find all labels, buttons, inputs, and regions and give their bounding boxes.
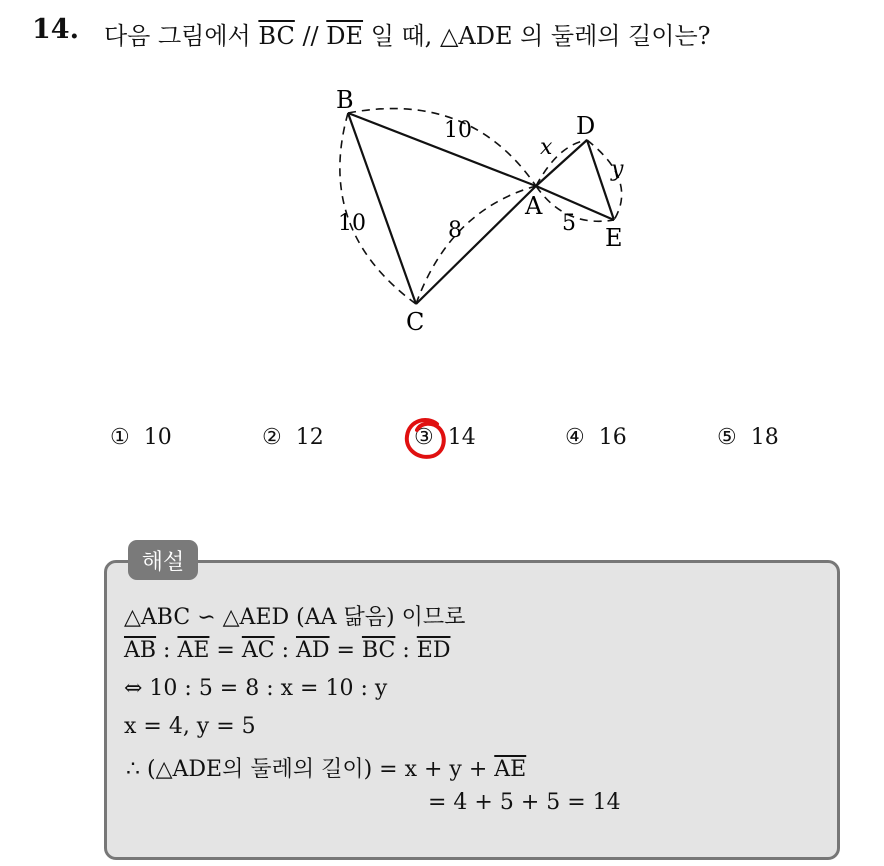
choice-value: 12 — [295, 425, 324, 450]
label-e: E — [605, 224, 623, 252]
label-c: C — [406, 308, 425, 336]
choice-value: 16 — [598, 425, 627, 450]
length-ae: 5 — [562, 211, 576, 236]
length-ac: 8 — [448, 218, 462, 243]
segment-de: $\overline{DE}$ — [326, 22, 364, 50]
equals: = — [209, 638, 242, 663]
solution-line-5 — [126, 752, 526, 783]
choice-5[interactable] — [717, 425, 779, 450]
choice-mark: ③ — [414, 425, 434, 450]
segment-ab: $\overline{AB}$ — [124, 638, 157, 663]
choice-value: 14 — [447, 425, 476, 450]
question-text-suffix: 일 때, △ADE 의 둘레의 길이는? — [370, 22, 711, 50]
length-de: y — [611, 157, 624, 182]
question-text — [104, 16, 711, 51]
triangle-figure — [320, 80, 640, 340]
solution-line-6: = 4 + 5 + 5 = 14 — [428, 790, 621, 815]
parallel-symbol: // — [302, 22, 319, 50]
solution-tag: 해설 — [128, 540, 198, 580]
choice-4[interactable] — [565, 425, 627, 450]
arc-bc — [340, 113, 416, 304]
label-b: B — [336, 86, 354, 114]
segment-bc: $\overline{BC}$ — [258, 22, 295, 50]
label-a: A — [525, 192, 543, 220]
answer-circle-mark — [403, 416, 447, 462]
solution-line-2 — [124, 638, 450, 663]
length-ab: 10 — [444, 118, 472, 143]
segment-ed: $\overline{ED}$ — [416, 638, 451, 663]
solution-line-3: ⇔ 10 : 5 = 8 : x = 10 : y — [124, 676, 388, 701]
choice-value: 18 — [750, 425, 779, 450]
side-ab — [348, 113, 536, 186]
solution-line-4: x = 4, y = 5 — [124, 714, 256, 739]
ratio-colon: : — [156, 638, 178, 663]
length-bc: 10 — [338, 211, 366, 236]
choice-value: 10 — [143, 425, 172, 450]
ratio-colon: : — [274, 638, 296, 663]
segment-ae: $\overline{AE}$ — [177, 638, 210, 663]
solution-line-1: △ABC ∽ △AED (AA 닮음) 이므로 — [124, 605, 466, 630]
side-ac — [416, 186, 536, 304]
choice-mark: ① — [110, 425, 130, 450]
question-number: 14. — [32, 14, 79, 45]
choice-mark: ② — [262, 425, 282, 450]
equals: = — [329, 638, 362, 663]
length-ad: x — [540, 135, 553, 160]
ratio-colon: : — [395, 638, 417, 663]
choice-1[interactable] — [110, 425, 172, 450]
perimeter-expression: ∴ (△ADE의 둘레의 길이) = x + y + — [126, 757, 495, 782]
choice-2[interactable] — [262, 425, 324, 450]
segment-ad: $\overline{AD}$ — [295, 638, 330, 663]
segment-ae: $\overline{AE}$ — [494, 757, 527, 782]
choice-mark: ⑤ — [717, 425, 737, 450]
question-text-prefix: 다음 그림에서 — [104, 22, 251, 50]
segment-bc: $\overline{BC}$ — [361, 638, 396, 663]
segment-ac: $\overline{AC}$ — [241, 638, 275, 663]
side-bc — [348, 113, 416, 304]
choice-mark: ④ — [565, 425, 585, 450]
label-d: D — [576, 112, 596, 140]
